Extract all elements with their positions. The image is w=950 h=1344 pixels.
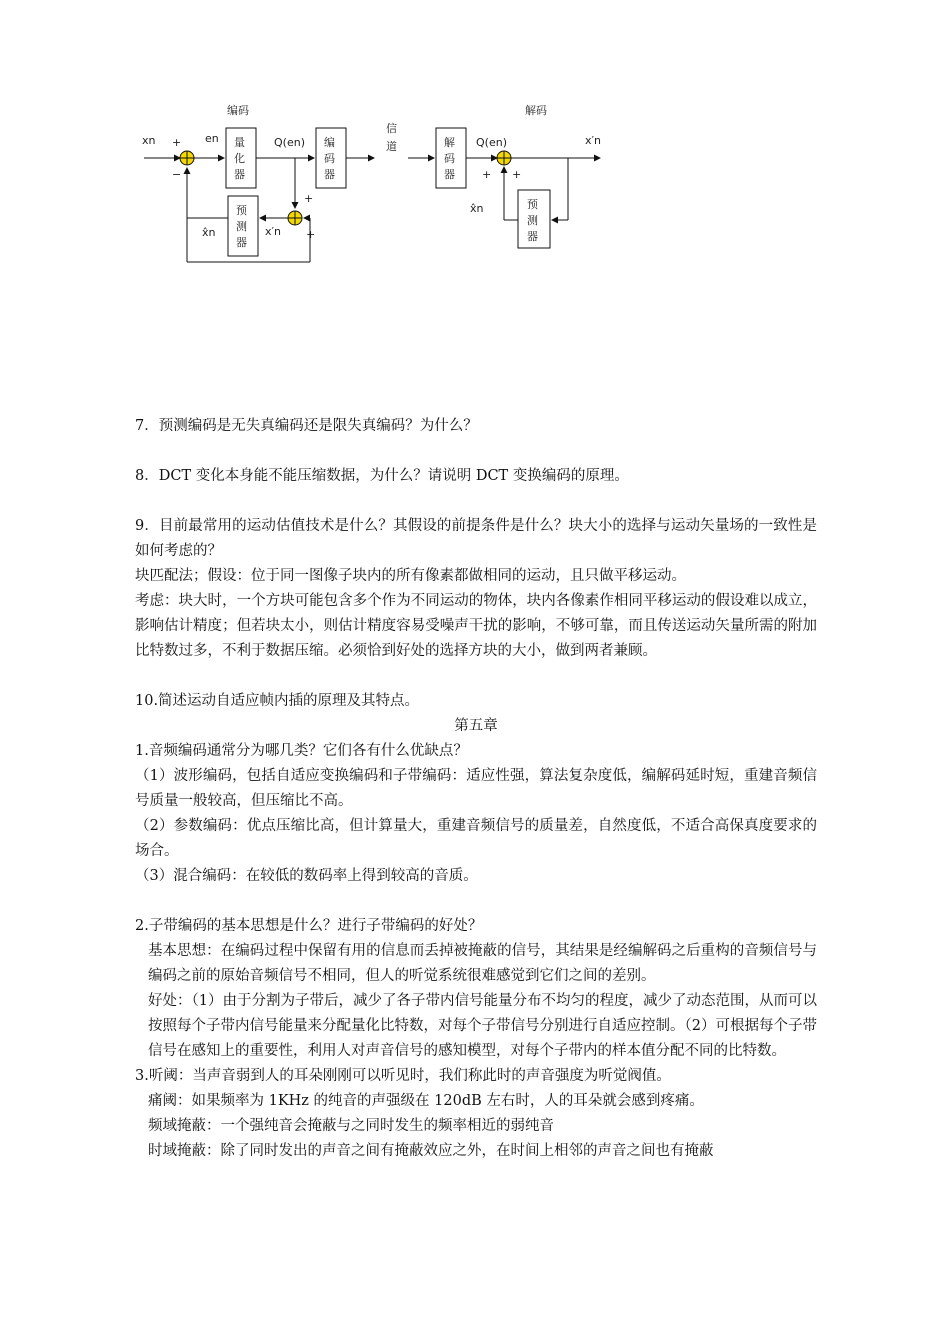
decoder-title: 解码 [525, 104, 547, 117]
c5-q2-a2: 好处：（1）由于分割为子带后，减少了各子带内信号能量分布不均匀的程度，减少了动态范围，从而可以按照每个子带内信号能量来分配量化比特数，对每个子带信号分别进行自适应控制。（2）可根据每个子带信号在感知上的重要性，利用人对声音信号的感知模型，对每个子带内的样本值分配不同的比特数。 [148, 993, 817, 1059]
plus-label: + [172, 136, 182, 149]
dpcm-block-diagram [130, 90, 610, 280]
encoder-label-2: 码 [324, 152, 335, 165]
plus-label-3: + [306, 228, 316, 241]
xprime-out-label: x′n [585, 134, 601, 147]
minus-label: − [172, 168, 182, 181]
c5-q1-a2: （2）参数编码：优点压缩比高，但计算量大，重建音频信号的质量差，自然度低，不适合高保真度要求的场合。 [135, 818, 817, 859]
quantizer-label-1: 量 [234, 136, 245, 149]
plus-label-4: + [482, 168, 492, 181]
qen-enc-label: Q(en) [274, 136, 305, 149]
en-label: en [205, 132, 219, 145]
q8: 8．DCT 变化本身能不能压缩数据，为什么？请说明 DCT 变换编码的原理。 [135, 468, 629, 484]
c5-q3-a2: 频域掩蔽：一个强纯音会掩蔽与之同时发生的频率相近的弱纯音 [148, 1118, 554, 1134]
c5-q1-a1: （1）波形编码，包括自适应变换编码和子带编码：适应性强，算法复杂度低，编解码延时短，重建音频信号质量一般较高，但压缩比不高。 [135, 768, 817, 809]
q9: 9．目前最常用的运动估值技术是什么？其假设的前提条件是什么？块大小的选择与运动矢量场的一致性是如何考虑的？ [135, 518, 817, 559]
pred-enc-label-2: 测 [236, 220, 247, 233]
chapter-title: 第五章 [454, 718, 498, 734]
channel-label-2: 道 [386, 140, 397, 153]
plus-label-5: + [512, 168, 522, 181]
decoder-label-2: 码 [444, 152, 455, 165]
c5-q3: 3.听阈：当声音弱到人的耳朵刚刚可以听见时，我们称此时的声音强度为听觉阀值。 [135, 1068, 671, 1084]
c5-q3-a1: 痛阈：如果频率为 1KHz 的纯音的声强级在 120dB 左右时，人的耳朵就会感到疼痛。 [148, 1093, 704, 1109]
q9-answer-1: 块匹配法；假设：位于同一图像子块内的所有像素都做相同的运动，且只做平移运动。 [135, 568, 686, 584]
encoder-title: 编码 [227, 104, 249, 117]
encoder-label-3: 器 [324, 168, 335, 181]
encoder-label-1: 编 [324, 136, 335, 149]
c5-q1-a3: （3）混合编码：在较低的数码率上得到较高的音质。 [135, 868, 478, 884]
q10: 10.简述运动自适应帧内插的原理及其特点。 [135, 693, 420, 709]
c5-q1: 1.音频编码通常分为哪几类？它们各有什么优缺点？ [135, 743, 468, 759]
xhat-dec-label: x̂n [470, 202, 484, 215]
decoder-label-1: 解 [444, 136, 455, 149]
pred-dec-label-1: 预 [527, 198, 538, 211]
pred-enc-label-1: 预 [236, 204, 247, 217]
qen-dec-label: Q(en) [476, 136, 507, 149]
dpcm-diagram-svg [130, 90, 610, 280]
xn-label: xn [142, 134, 156, 147]
c5-q2-a1: 基本思想：在编码过程中保留有用的信息而丢掉被掩蔽的信号，其结果是经编解码之后重构的音频信号与编码之前的原始音频信号不相同，但人的听觉系统很难感觉到它们之间的差别。 [148, 943, 817, 984]
q7: 7．预测编码是无失真编码还是限失真编码？为什么？ [135, 418, 478, 434]
document-body [135, 414, 817, 1164]
plus-label-2: + [304, 192, 314, 205]
pred-enc-label-3: 器 [236, 236, 247, 249]
quantizer-label-2: 化 [234, 152, 245, 165]
pred-dec-label-2: 测 [527, 214, 538, 227]
xprime-label: x′n [265, 225, 281, 238]
c5-q3-a3: 时域掩蔽：除了同时发出的声音之间有掩蔽效应之外，在时间上相邻的声音之间也有掩蔽 [148, 1143, 714, 1159]
quantizer-label-3: 器 [234, 168, 245, 181]
pred-dec-label-3: 器 [527, 230, 538, 243]
c5-q2: 2.子带编码的基本思想是什么？进行子带编码的好处？ [135, 918, 483, 934]
decoder-label-3: 器 [444, 168, 455, 181]
xhat-label: x̂n [202, 226, 216, 239]
q9-answer-2: 考虑：块大时，一个方块可能包含多个作为不同运动的物体，块内各像素作相同平移运动的假设难以成立，影响估计精度；但若块太小，则估计精度容易受噪声干扰的影响，不够可靠，而且传送运动矢量所需的附加比特数过多，不利于数据压缩。必须恰到好处的选择方块的大小，做到两者兼顾。 [135, 593, 817, 659]
channel-label-1: 信 [386, 122, 397, 135]
